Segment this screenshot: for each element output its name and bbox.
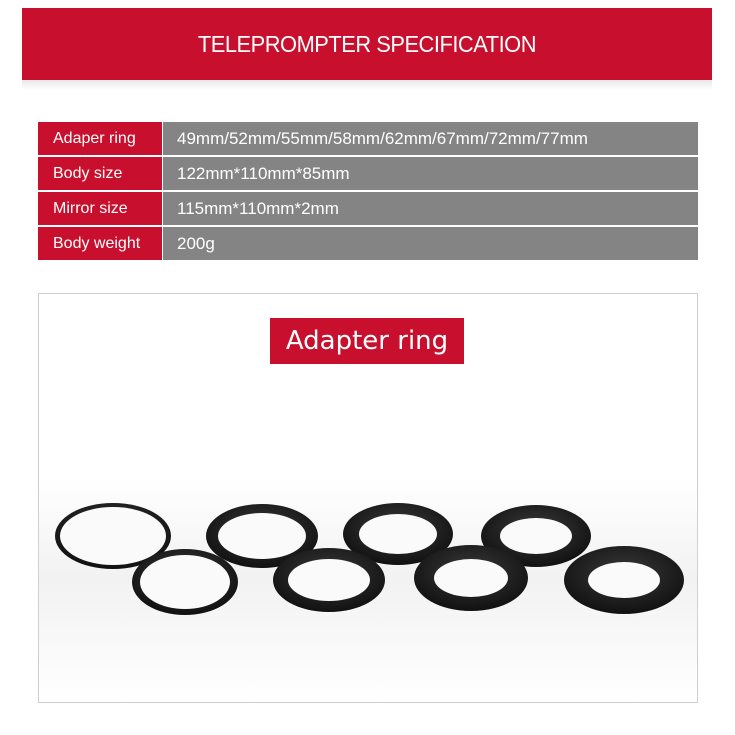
adapter-ring-front-2 xyxy=(273,548,385,612)
spec-value: 49mm/52mm/55mm/58mm/62mm/67mm/72mm/77mm xyxy=(163,122,698,155)
spec-label: Body weight xyxy=(38,227,163,260)
page-title: TELEPROMPTER SPECIFICATION xyxy=(197,30,537,57)
product-photo-frame xyxy=(38,293,698,703)
spec-label: Body size xyxy=(38,157,163,190)
adapter-ring-front-4 xyxy=(564,546,684,614)
spec-row-mirror-size xyxy=(38,192,698,225)
spec-table xyxy=(38,122,698,262)
spec-value: 115mm*110mm*2mm xyxy=(163,192,698,225)
spec-row-body-size xyxy=(38,157,698,190)
spec-row-adapter-ring xyxy=(38,122,698,155)
header-banner xyxy=(22,8,712,80)
spec-label: Adaper ring xyxy=(38,122,163,155)
section-title-badge: Adapter ring xyxy=(270,318,464,364)
spec-value: 122mm*110mm*85mm xyxy=(163,157,698,190)
adapter-ring-front-1 xyxy=(132,549,238,615)
adapter-ring-front-3 xyxy=(414,545,528,611)
header-shadow xyxy=(22,80,712,90)
spec-value: 200g xyxy=(163,227,698,260)
spec-label: Mirror size xyxy=(38,192,163,225)
spec-row-body-weight xyxy=(38,227,698,260)
